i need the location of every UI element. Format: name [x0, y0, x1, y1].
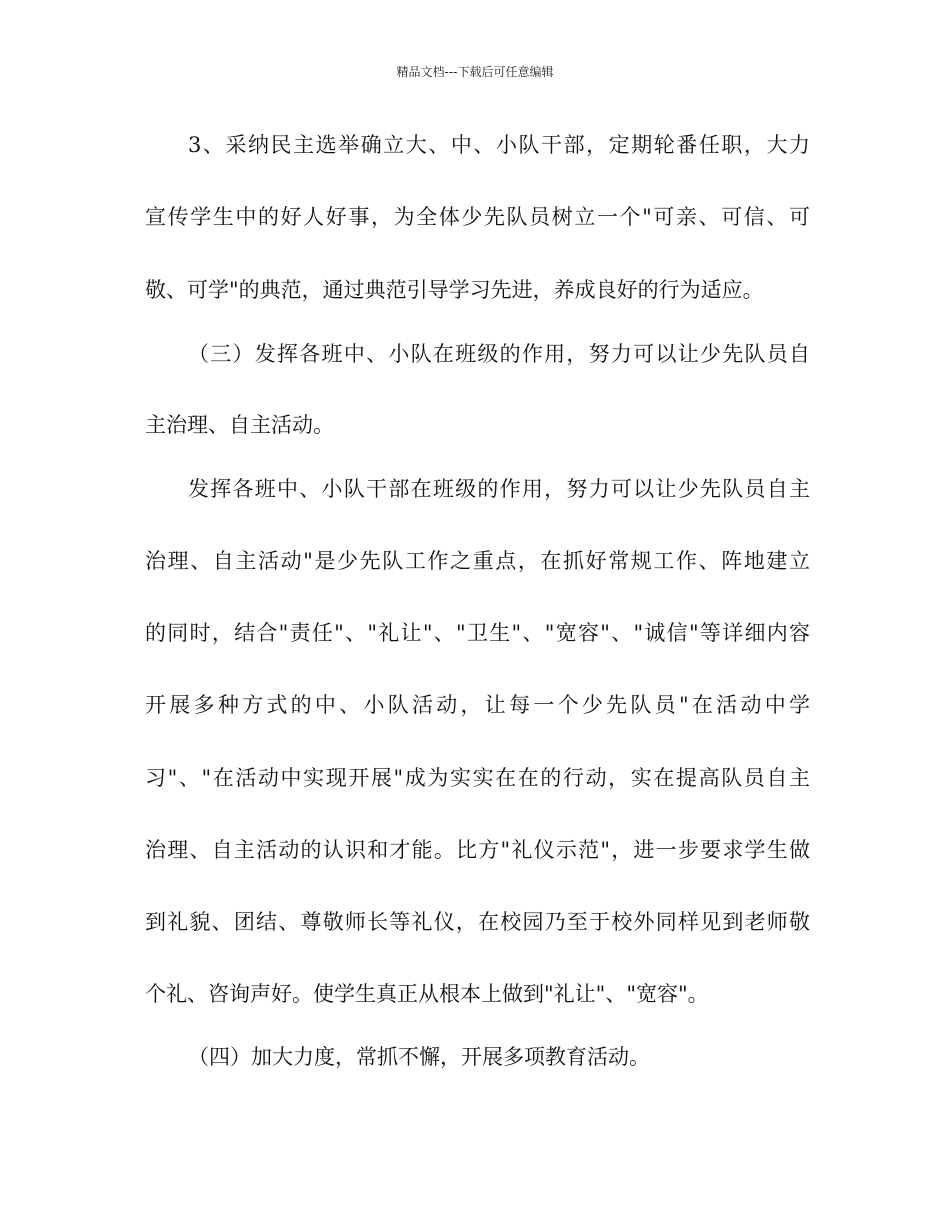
paragraph-3-line-2: 治理、自主活动"是少先队工作之重点，在抓好常规工作、阵地建立	[145, 549, 810, 573]
paragraph-3-line-6: 治理、自主活动的认识和才能。比方"礼仪示范"，进一步要求学生做	[145, 838, 810, 862]
paragraph-1-line-3: 敬、可学"的典范，通过典范引导学习先进，养成良好的行为适应。	[145, 278, 764, 302]
paragraph-3-line-3: 的同时，结合"责任"、"礼让"、"卫生"、"宽容"、"诚信"等详细内容	[145, 621, 810, 645]
paragraph-1-line-1: 3、采纳民主选举确立大、中、小队干部，定期轮番任职，大力	[188, 133, 810, 157]
paragraph-3-line-1: 发挥各班中、小队干部在班级的作用，努力可以让少先队员自主	[188, 477, 810, 501]
paragraph-2-line-2: 主治理、自主活动。	[145, 413, 334, 437]
paragraph-3-line-5: 习"、"在活动中实现开展"成为实实在在的行动，实在提高队员自主	[145, 766, 810, 790]
paragraph-1-line-2: 宣传学生中的好人好事，为全体少先队员树立一个"可亲、可信、可	[145, 205, 810, 229]
paragraph-3-line-4: 开展多种方式的中、小队活动，让每一个少先队员"在活动中学	[145, 693, 810, 717]
paragraph-3-line-8: 个礼、咨询声好。使学生真正从根本上做到"礼让"、"宽容"。	[145, 982, 709, 1006]
paragraph-4-line-1: （四）加大力度，常抓不懈，开展多项教育活动。	[188, 1045, 650, 1069]
paragraph-2-line-1: （三）发挥各班中、小队在班级的作用，努力可以让少先队员自	[188, 342, 810, 366]
paragraph-3-line-7: 到礼貌、团结、尊敬师长等礼仪，在校园乃至于校外同样见到老师敬	[145, 910, 810, 934]
page-header: 精品文档---下载后可任意编辑	[396, 65, 554, 79]
